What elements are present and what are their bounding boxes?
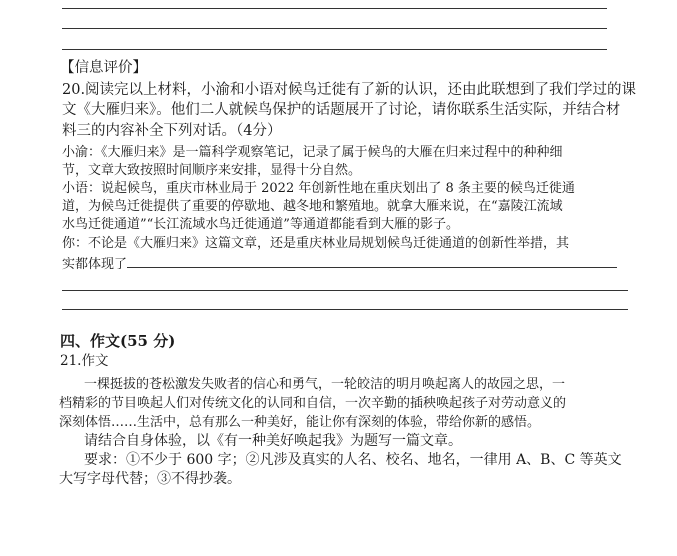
prompt-line-1: 一棵挺拔的苍松激发失败者的信心和勇气，一轮皎洁的明月唤起离人的故园之思，一	[84, 377, 566, 392]
q20-line-1: 20.阅读完以上材料，小渝和小语对候鸟迁徙有了新的认识，还由此联想到了我们学过的课	[62, 82, 637, 98]
prompt-line-3: 深刻体悟……生活中，总有那么一种美好，能让你有深刻的体验，带给你新的感悟。	[59, 415, 541, 430]
q20-line-2: 文《大雁归来》。他们二人就候鸟保护的话题展开了讨论，请你联系生活实际，并结合材	[62, 102, 621, 118]
answer-line-top-2	[62, 28, 607, 29]
requirements-line-2: 大写字母代替；③不得抄袭。	[59, 471, 241, 487]
answer-line-top-3	[62, 49, 607, 50]
xiaoyu2-line-1: 小语：说起候鸟，重庆市林业局于 2022 年创新性地在重庆划出了 8 条主要的候鸟迁徙通	[62, 181, 575, 196]
xiaoyu-line-2: 节，文章大致按照时间顺序来安排，显得十分自然。	[62, 163, 362, 178]
xiaoyu-line-1: 小渝：《大雁归来》是一篇科学观察笔记，记录了属于候鸟的大雁在归来过程中的种种细	[62, 145, 563, 160]
ni-line-2	[62, 253, 617, 274]
answer-line-1	[62, 290, 628, 291]
essay-instruction: 请结合自身体验，以《有一种美好唤起我》为题写一篇文章。	[84, 433, 462, 449]
info-section-header: 【信息评价】	[60, 60, 147, 76]
requirements-line-1: 要求：①不少于 600 字；②凡涉及真实的人名、校名、地名，一律用 A、B、C 等英文	[84, 452, 622, 468]
answer-line-top-1	[62, 8, 607, 9]
essay-section-heading: 四、作文(55 分)	[60, 332, 176, 350]
answer-line-2	[62, 309, 628, 310]
answer-blank-inline[interactable]	[127, 253, 617, 268]
prompt-line-2: 档精彩的节目唤起人们对传统文化的认同和自信，一次辛勤的插秧唤起孩子对劳动意义的	[59, 396, 567, 411]
ni-line-1: 你：不论是《大雁归来》这篇文章，还是重庆林业局规划候鸟迁徙通道的创新性举措，其	[62, 236, 570, 251]
ni-line-2-text: 实都体现了	[62, 257, 128, 272]
xiaoyu2-line-3: 水鸟迁徙通道”“长江流域水鸟迁徙通道”等通道都能看到大雁的影子。	[62, 217, 459, 232]
xiaoyu2-line-2: 道，为候鸟迁徙提供了重要的停歇地、越冬地和繁殖地。就拿大雁来说，在“嘉陵江流域	[62, 199, 563, 214]
q21-label: 21.作文	[60, 353, 109, 369]
q20-line-3: 料三的内容补全下列对话。（4分）	[62, 123, 282, 139]
